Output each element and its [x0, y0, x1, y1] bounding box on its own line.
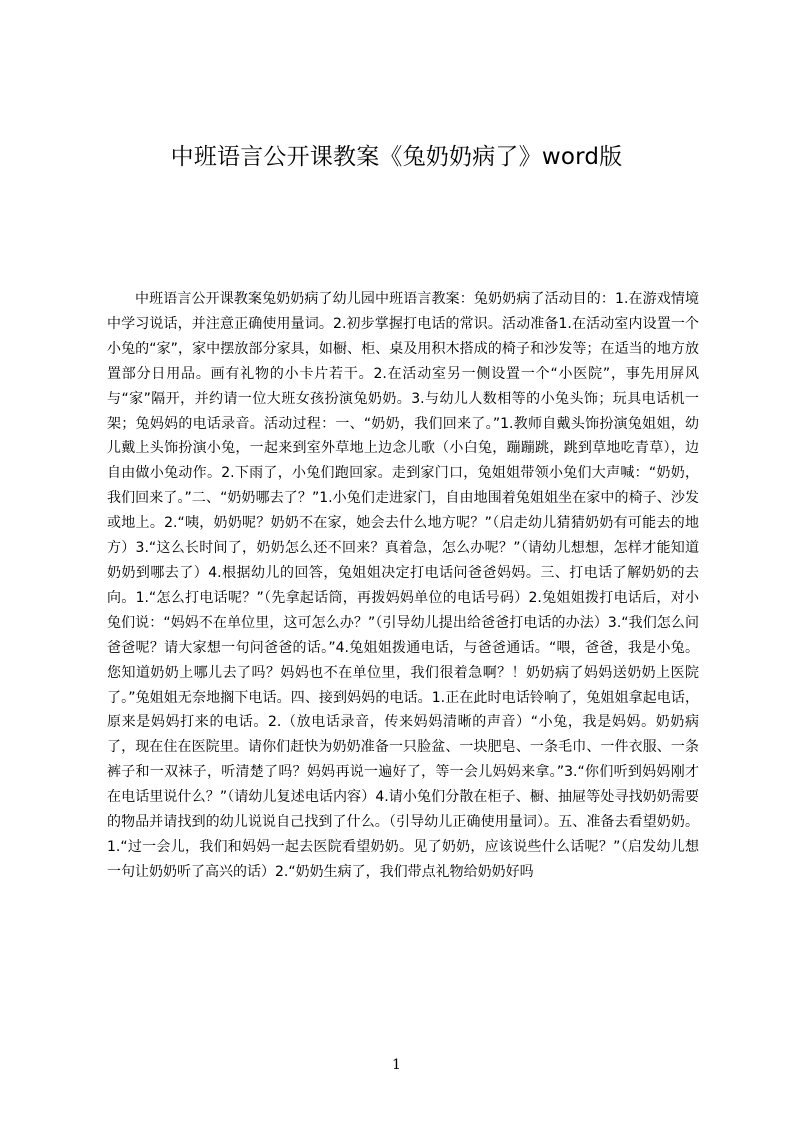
- document-body-paragraph: 中班语言公开课教案兔奶奶病了幼儿园中班语言教案：兔奶奶病了活动目的：1.在游戏情境中学习说话，并注意正确使用量词。2.初步掌握打电话的常识。活动准备1.在活动室内设置一个小兔的“家”，家中摆放部分家具，如橱、柜、桌及用积木搭成的椅子和沙发等；在适当的地方放置部分日用品。画有礼物的小卡片若干。2.在活动室另一侧设置一个“小医院”，事先用屏风与“家”隔开，并约请一位大班女孩扮演兔奶奶。3.与幼儿人数相等的小兔头饰；玩具电话机一架；兔妈妈的电话录音。活动过程：一、“奶奶，我们回来了。”1.教师自戴头饰扮演兔姐姐，幼儿戴上头饰扮演小兔，一起来到室外草地上边念儿歌（小白兔，蹦蹦跳，跳到草地吃青草），边自由做小兔动作。2.下雨了，小兔们跑回家。走到家门口，兔姐姐带领小兔们大声喊：“奶奶，我们回来了。”二、“奶奶哪去了？”1.小兔们走进家门，自由地围着兔姐姐坐在家中的椅子、沙发或地上。2.“咦，奶奶呢？奶奶不在家，她会去什么地方呢？”（启走幼儿猜猜奶奶有可能去的地方）3.“这么长时间了，奶奶怎么还不回来？真着急，怎么办呢？”（请幼儿想想，怎样才能知道奶奶到哪去了）4.根据幼儿的回答，兔姐姐决定打电话问爸爸妈妈。三、打电话了解奶奶的去向。1.“怎么打电话呢？”（先拿起话筒，再拨妈妈单位的电话号码）2.兔姐姐拨打电话后，对小兔们说：“妈妈不在单位里，这可怎么办？”（引导幼儿提出给爸爸打电话的办法）3.“我们怎么问爸爸呢？请大家想一句问爸爸的话。”4.兔姐姐拨通电话，与爸爸通话。“喂，爸爸，我是小兔。您知道奶奶上哪儿去了吗？妈妈也不在单位里，我们很着急啊？！奶奶病了妈妈送奶奶上医院了。”兔姐姐无奈地搁下电话。四、接到妈妈的电话。1.正在此时电话铃响了，兔姐姐拿起电话，原来是妈妈打来的电话。2.（放电话录音，传来妈妈清晰的声音）“小兔，我是妈妈。奶奶病了，现在住在医院里。请你们赶快为奶奶准备一只脸盆、一块肥皂、一条毛巾、一件衣服、一条裤子和一双袜子，听清楚了吗？妈妈再说一遍好了，等一会儿妈妈来拿。”3.“你们听到妈妈刚才在电话里说什么？”（请幼儿复述电话内容）4.请小兔们分散在柜子、橱、抽屉等处寻找奶奶需要的物品并请找到的幼儿说说自己找到了什么。（引导幼儿正确使用量词）。五、准备去看望奶奶。1.“过一会儿，我们和妈妈一起去医院看望奶奶。见了奶奶，应该说些什么话呢？”（启发幼儿想一句让奶奶听了高兴的话）2.“奶奶生病了，我们带点礼物给奶奶好吗: [107, 291, 699, 880]
- page-number: 1: [392, 1057, 401, 1073]
- document-title: 中班语言公开课教案《兔奶奶病了》word版: [170, 144, 623, 170]
